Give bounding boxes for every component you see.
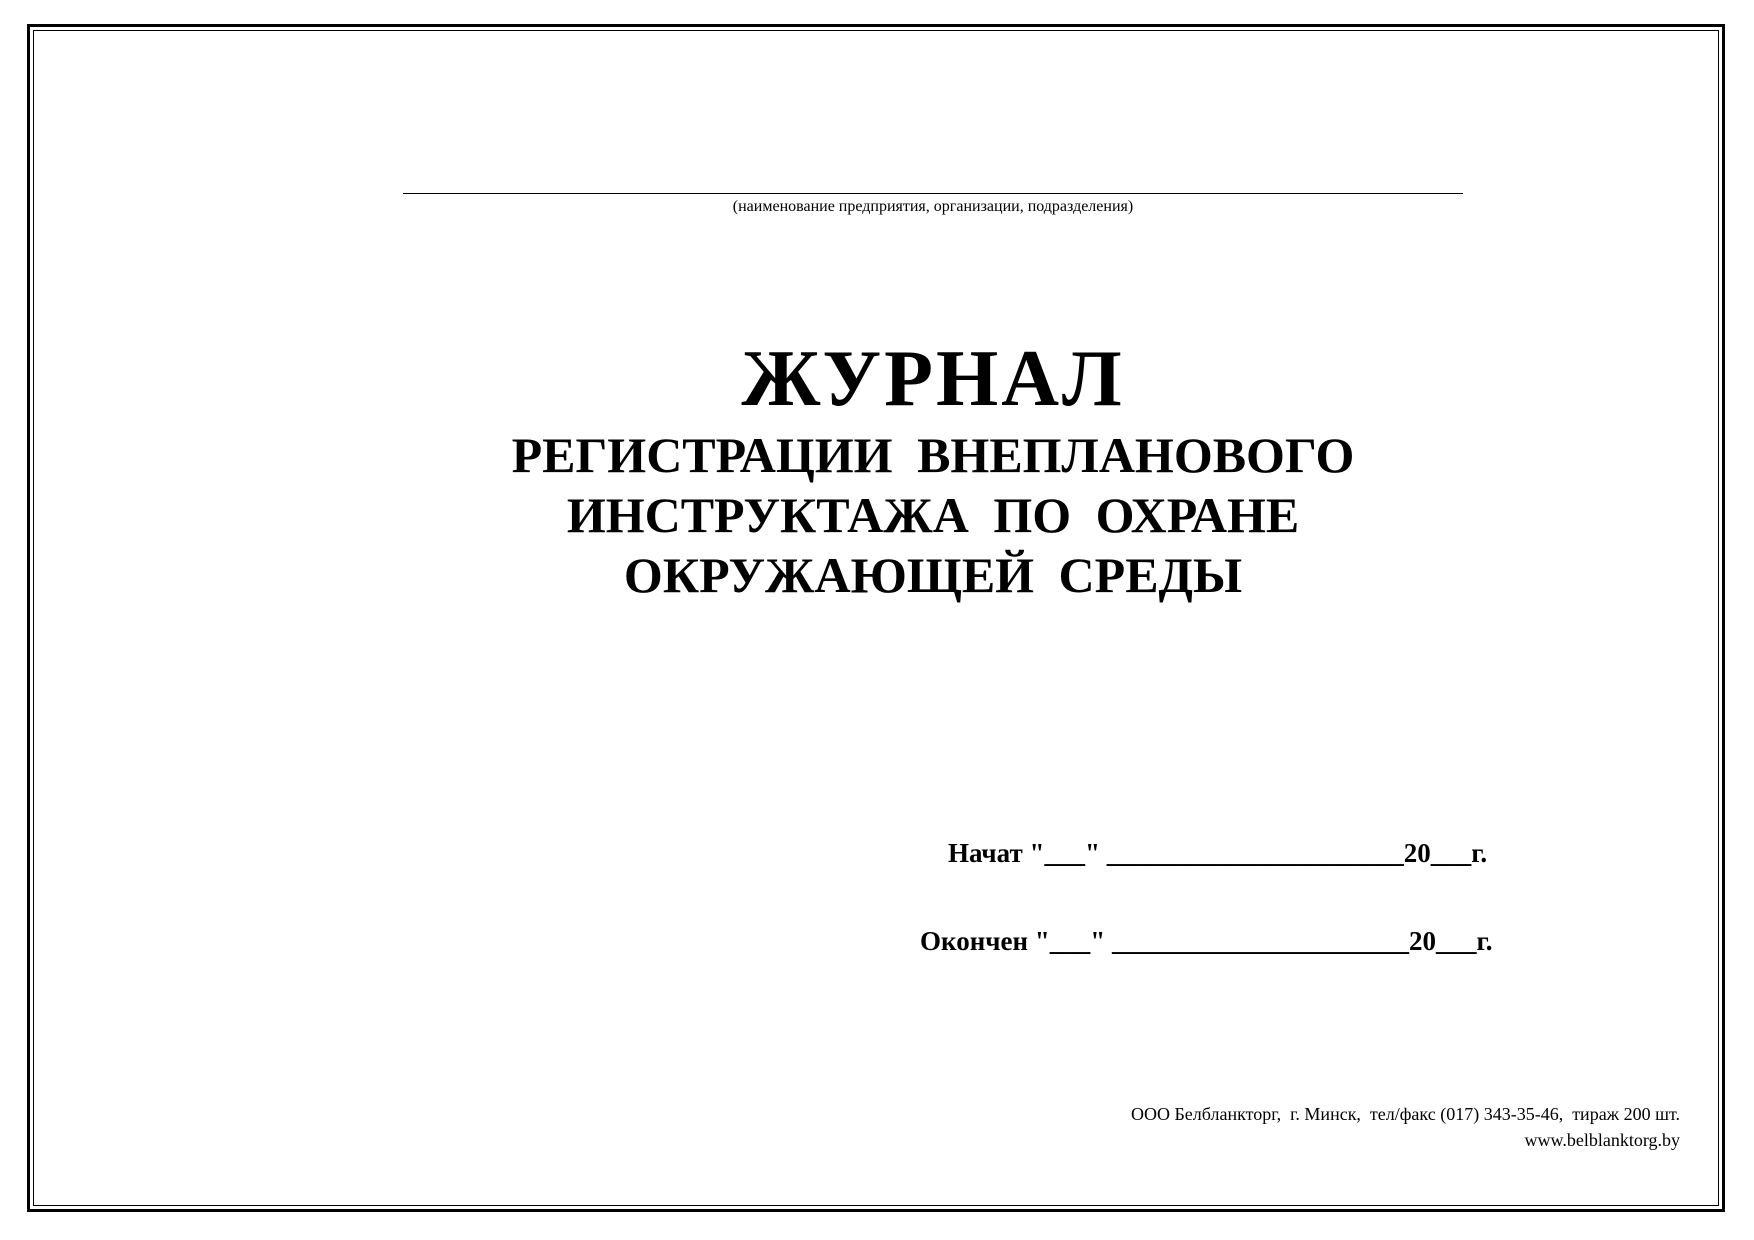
publisher-website: www.belblanktorg.by xyxy=(1524,1130,1680,1150)
date-started-field: Начат "___" ______________________20___г. xyxy=(948,838,1488,868)
journal-title xyxy=(0,333,1754,605)
title-line-1: РЕГИСТРАЦИИ ВНЕПЛАНОВОГО xyxy=(511,427,1355,483)
date-finished-field: Окончен "___" ______________________20___г. xyxy=(920,926,1493,956)
title-main: ЖУРНАЛ xyxy=(741,335,1125,423)
organization-caption: (наименование предприятия, организации, подразделения) xyxy=(732,198,1134,215)
publisher-imprint: ООО Белбланкторг, г. Минск, тел/факс (017) 343-35-46, тираж 200 шт. xyxy=(1130,1104,1680,1124)
title-line-2: ИНСТРУКТАЖА ПО ОХРАНЕ xyxy=(566,487,1300,543)
title-line-3: ОКРУЖАЮЩЕЙ СРЕДЫ xyxy=(623,547,1243,603)
organization-name-line xyxy=(403,193,1463,194)
